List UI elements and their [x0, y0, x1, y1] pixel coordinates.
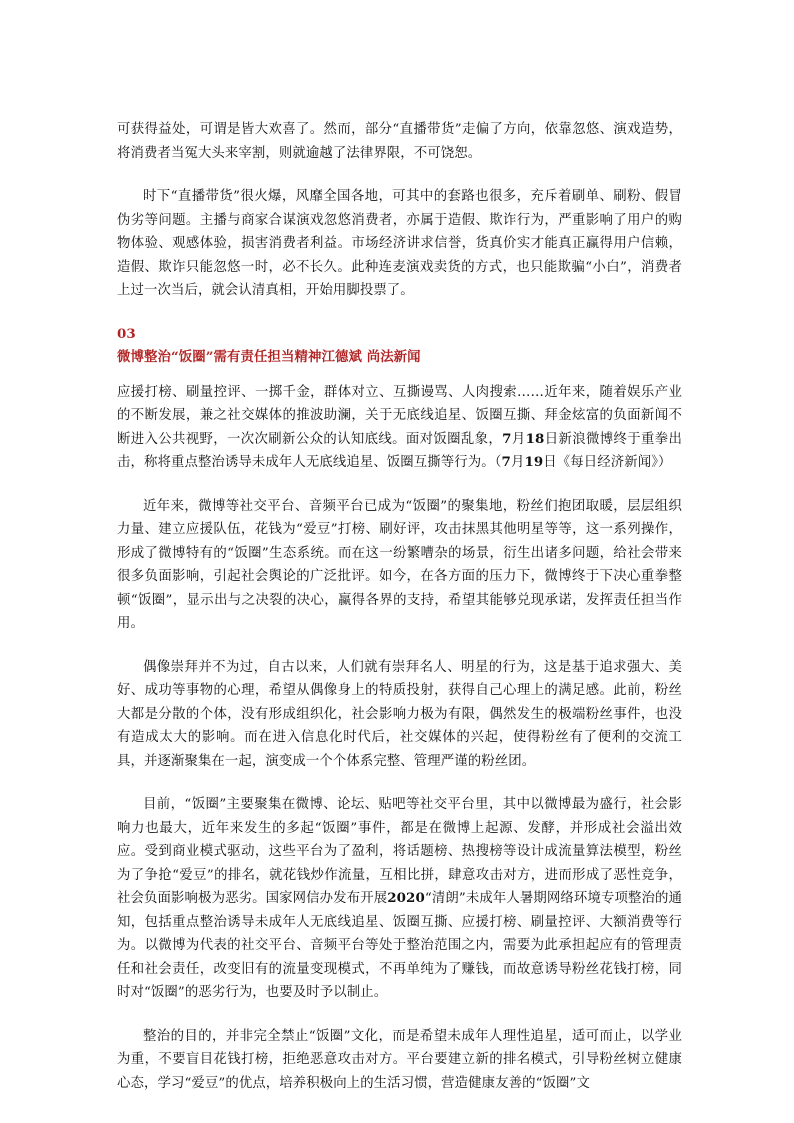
section-title: 微博整治“饭圈”需有责任担当精神江德斌 尚法新闻 — [117, 348, 421, 365]
section-number: 03 — [117, 325, 136, 342]
intro-text-e: 日《每日经济新闻》） — [543, 455, 672, 470]
current-text-b: “清朗”未成年人暑期网络环境专项整治的通知，包括重点整治诱导未成年人无底线追星、饭圈互撕、应援打榜、刷量控评、大额消费等行为。以微博为代表的社交平台、音频平台等处于整治范围之内，需要为此承担起应有的管理责任和社会责任，改变旧有的流量变现模式，不再单纯为了赚钱，而故意诱导粉丝花钱打榜，同时对“饭圈”的恶劣行为，也要及时予以制止。 — [117, 891, 682, 1000]
paragraph-continuation: 可获得益处，可谓是皆大欢喜了。然而，部分“直播带货”走偏了方向，依靠忽悠、演戏造势，将消费者当冤大头来宰割，则就逾越了法律界限，不可饶恕。 — [117, 122, 682, 161]
paragraph-idol-worship: 偶像崇拜并不为过，自古以来，人们就有崇拜名人、明星的行为，这是基于追求强大、美好、成功等事物的心理，希望从偶像身上的特质投射，获得自己心理上的满足感。此前，粉丝大都是分散的个体，没有形成组织化，社会影响力极为有限，偶然发生的极端粉丝事件，也没有造成太大的影响。而在进入信息化时代后，社交媒体的兴起，使得粉丝有了便利的交流工具，并逐渐聚集在一起，演变成一个个体系完整、管理严谨的粉丝团。 — [117, 659, 682, 769]
intro-date-month: 7 — [502, 430, 512, 447]
paragraph-current-situation — [117, 793, 682, 1005]
intro-text-b: 月 — [511, 431, 526, 447]
intro-text-d: 月 — [510, 455, 525, 470]
paragraph-weibo-platforms: 近年来，微博等社交平台、音频平台已成为“饭圈”的聚集地，粉丝们抱团取暖，层层组织力量、建立应援队伍，花钱为“爱豆”打榜、刷好评，攻击抹黑其他明星等等，这一系列操作，形成了微博特有的“饭圈”生态系统。而在这一纷繁嘈杂的场景，衍生出诸多问题，给社会带来很多负面影响，引起社会舆论的广泛批评。如今，在各方面的压力下，微博终于下决心重拳整顿“饭圈”，显示出与之决裂的决心，赢得各界的支持，希望其能够兑现承诺，发挥责任担当作用。 — [117, 498, 682, 631]
paragraph-intro — [117, 381, 682, 475]
intro-source-day: 19 — [524, 454, 544, 470]
intro-date-day: 18 — [525, 430, 545, 447]
current-text-a: 目前，“饭圈”主要聚集在微博、论坛、贴吧等社交平台里，其中以微博最为盛行，社会影响力也最大，近年来发生的多起“饭圈”事件，都是在微博上起源、发酵，并形成社会溢出效应。受到商业模式驱动，这些平台为了盈利，将话题榜、热搜榜等设计成流量算法模型，粉丝为了争抢“爱豆”的排名，就花钱炒作流量，互相比拼，肆意攻击对方，进而形成了恶性竞争，社会负面影响极为恶劣。国家网信办发布开展 — [117, 797, 682, 906]
intro-text-c: 日新浪微博终于重拳出击，称将重点整治诱导未成年人无底线追星、饭圈互撕等行为。（ — [117, 431, 682, 470]
intro-source-month: 7 — [501, 454, 511, 470]
paragraph-rectification-goal: 整治的目的，并非完全禁止“饭圈”文化，而是希望未成年人理性追星，适可而止，以学业为重，不要盲目花钱打榜，拒绝恶意攻击对方。平台要建立新的排名模式，引导粉丝树立健康心态，学习“爱豆”的优点，培养积极向上的生活习惯，营造健康友善的“饭圈”文 — [117, 1028, 682, 1091]
paragraph-livestream: 时下“直播带货”很火爆，风靡全国各地，可其中的套路也很多，充斥着刷单、刷粉、假冒伪劣等问题。主播与商家合谋演戏忽悠消费者，亦属于造假、欺诈行为，严重影响了用户的购物体验、观感体验，损害消费者利益。市场经济讲求信誉，货真价实才能真正赢得用户信赖，造假、欺诈只能忽悠一时，必不长久。此种连麦演戏卖货的方式，也只能欺骗“小白”，消费者上过一次当后，就会认清真相，开始用脚投票了。 — [117, 189, 682, 298]
current-year: 2020 — [387, 890, 425, 906]
document-page — [117, 118, 682, 1095]
intro-text-a: 应援打榜、刷量控评、一掷千金，群体对立、互撕谩骂、人肉搜索……近年来，随着娱乐产业的不断发展，兼之社交媒体的推波助澜，关于无底线追星、饭圈互撕、拜金炫富的负面新闻不断进入公共视野，一次次刷新公众的认知底线。面对饭圈乱象， — [117, 384, 682, 447]
